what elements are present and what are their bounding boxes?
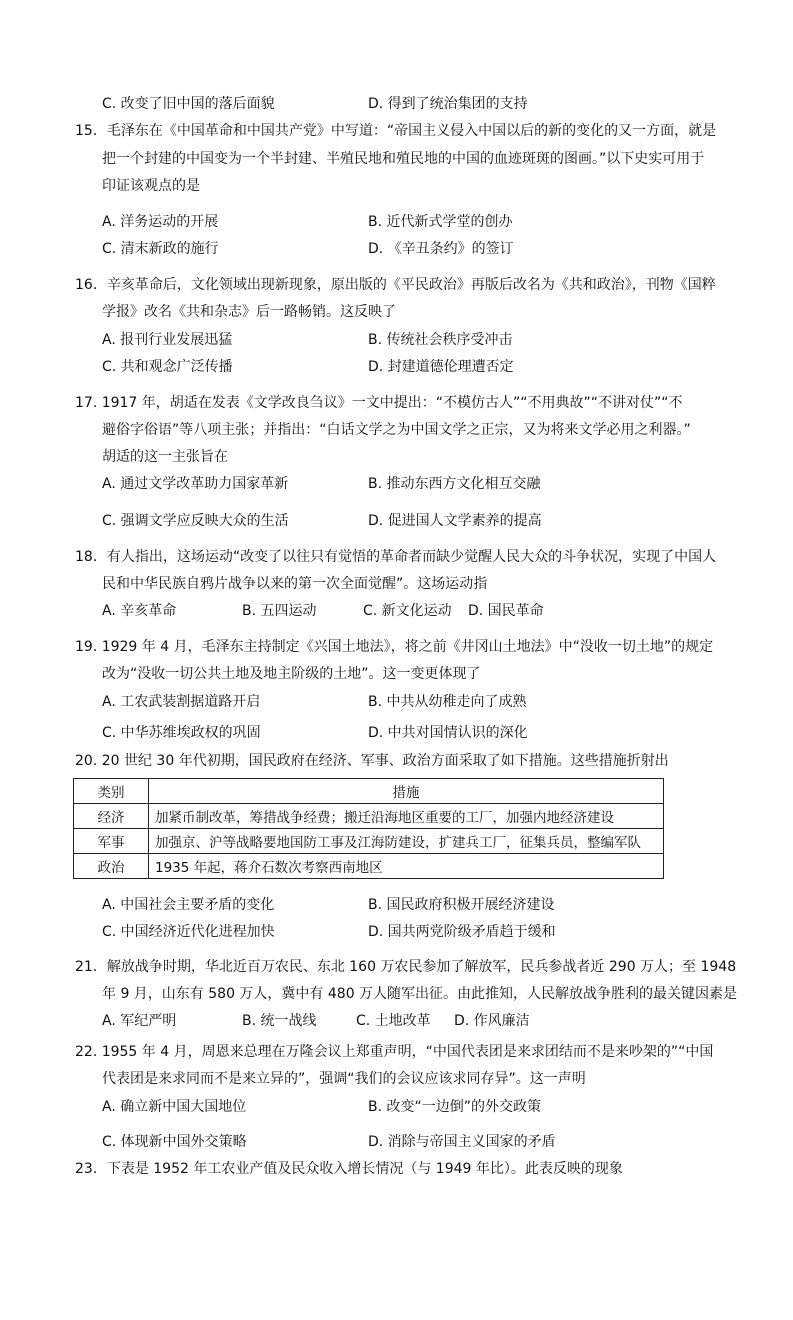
- q21-stem-line-2: 年 9 月，山东有 580 万人，冀中有 480 万人随军出征。由此推知，人民解放战争胜利的最关键因素是: [102, 986, 738, 1002]
- q19-option-b: B. 中共从幼稚走向了成熟: [368, 694, 527, 710]
- q19-option-a: A. 工农武装割据道路开启: [102, 694, 261, 710]
- q23-stem-line-1: 23．下表是 1952 年工农业产值及民众收入增长情况（与 1949 年比）。此表反映的现象: [75, 1161, 623, 1177]
- table-header-measures: 措施: [149, 779, 664, 804]
- q17-stem-line-3: 胡适的这一主张旨在: [102, 449, 228, 465]
- q21-option-d: D. 作风廉洁: [454, 1013, 530, 1029]
- q16-option-b: B. 传统社会秩序受冲击: [368, 332, 513, 348]
- table-cell-category: 军事: [74, 829, 149, 854]
- q16-stem-line-1: 16．辛亥革命后，文化领域出现新现象，原出版的《平民政治》再版后改名为《共和政治》，刊物《国粹: [75, 277, 716, 293]
- q18-option-c: C. 新文化运动: [363, 603, 452, 619]
- table-cell-measures: 1935 年起，蒋介石数次考察西南地区: [149, 854, 664, 879]
- q19-option-c: C. 中华苏维埃政权的巩固: [102, 725, 261, 741]
- q17-option-c: C. 强调文学应反映大众的生活: [102, 513, 289, 529]
- q18-option-d: D. 国民革命: [468, 603, 544, 619]
- q20-option-a: A. 中国社会主要矛盾的变化: [102, 897, 275, 913]
- q16-option-c: C. 共和观念广泛传播: [102, 359, 233, 375]
- q15-option-a: A. 洋务运动的开展: [102, 214, 219, 230]
- q16-stem-line-2: 学报》改名《共和杂志》后一路畅销。这反映了: [102, 304, 396, 320]
- q18-stem-line-1: 18．有人指出，这场运动“改变了以往只有觉悟的革命者而缺少觉醒人民大众的斗争状况，实现了中国人: [75, 549, 717, 565]
- q20-stem-line-1: 20. 20 世纪 30 年代初期，国民政府在经济、军事、政治方面采取了如下措施。这些措施折射出: [75, 753, 669, 769]
- q17-option-d: D. 促进国人文学素养的提高: [368, 513, 542, 529]
- q14-option-c: C. 改变了旧中国的落后面貌: [102, 96, 275, 112]
- q21-stem-line-1: 21．解放战争时期，华北近百万农民、东北 160 万农民参加了解放军，民兵参战者近 290 万人；至 1948: [75, 959, 737, 975]
- q15-stem-line-1: 15．毛泽东在《中国革命和中国共产党》中写道：“帝国主义侵入中国以后的新的变化的又一方面，就是: [75, 123, 717, 139]
- table-cell-measures: 加紧币制改革，筹措战争经费；搬迁沿海地区重要的工厂，加强内地经济建设: [149, 804, 664, 829]
- q15-stem-line-3: 印证该观点的是: [102, 178, 200, 194]
- table-cell-measures: 加强京、沪等战略要地国防工事及江海防建设，扩建兵工厂，征集兵员，整编军队: [149, 829, 664, 854]
- q15-option-c: C. 清末新政的施行: [102, 241, 219, 257]
- q17-option-b: B. 推动东西方文化相互交融: [368, 476, 541, 492]
- q22-stem-line-2: 代表团是来求同而不是来立异的”，强调“我们的会议应该求同存异”。这一声明: [102, 1071, 586, 1087]
- q22-stem-line-1: 22. 1955 年 4 月，周恩来总理在万隆会议上郑重声明，“中国代表团是来求团结而不是来吵架的”“中国: [75, 1044, 714, 1060]
- q19-stem-line-1: 19. 1929 年 4 月，毛泽东主持制定《兴国土地法》，将之前《井冈山土地法》中“没收一切土地”的规定: [75, 639, 714, 655]
- q20-option-b: B. 国民政府积极开展经济建设: [368, 897, 555, 913]
- q16-option-a: A. 报刊行业发展迅猛: [102, 332, 233, 348]
- q19-stem-line-2: 改为“没收一切公共土地及地主阶级的土地”。这一变更体现了: [102, 666, 481, 682]
- q15-option-b: B. 近代新式学堂的创办: [368, 214, 513, 230]
- q18-option-b: B. 五四运动: [242, 603, 317, 619]
- q19-option-d: D. 中共对国情认识的深化: [368, 725, 528, 741]
- q18-stem-line-2: 民和中华民族自鸦片战争以来的第一次全面觉醒”。这场运动指: [102, 576, 488, 592]
- q18-option-a: A. 辛亥革命: [102, 603, 177, 619]
- q20-option-d: D. 国共两党阶级矛盾趋于缓和: [368, 924, 556, 940]
- q17-option-a: A. 通过文学改革助力国家革新: [102, 476, 289, 492]
- q22-option-c: C. 体现新中国外交策略: [102, 1134, 247, 1150]
- q15-option-d: D. 《辛丑条约》的签订: [368, 241, 514, 257]
- q15-stem-line-2: 把一个封建的中国变为一个半封建、半殖民地和殖民地的中国的血迹斑斑的图画。”以下史实可用于: [102, 151, 705, 167]
- q21-option-a: A. 军纪严明: [102, 1013, 177, 1029]
- q16-option-d: D. 封建道德伦理遭否定: [368, 359, 514, 375]
- q20-option-c: C. 中国经济近代化进程加快: [102, 924, 275, 940]
- q14-option-d: D. 得到了统治集团的支持: [368, 96, 528, 112]
- q20-measures-table: [73, 778, 664, 879]
- table-cell-category: 政治: [74, 854, 149, 879]
- table-row: [74, 829, 664, 854]
- table-row: [74, 804, 664, 829]
- q17-stem-line-2: 避俗字俗语”等八项主张；并指出：“白话文学之为中国文学之正宗，又为将来文学必用之利器。”: [102, 422, 691, 438]
- q22-option-d: D. 消除与帝国主义国家的矛盾: [368, 1134, 556, 1150]
- q21-option-b: B. 统一战线: [242, 1013, 317, 1029]
- q21-option-c: C. 土地改革: [356, 1013, 431, 1029]
- table-header-row: [74, 779, 664, 804]
- table-cell-category: 经济: [74, 804, 149, 829]
- q22-option-b: B. 改变“一边倒”的外交政策: [368, 1099, 542, 1115]
- table-row: [74, 854, 664, 879]
- table-header-category: 类别: [74, 779, 149, 804]
- q17-stem-line-1: 17. 1917 年，胡适在发表《文学改良刍议》一文中提出：“不模仿古人”“不用典故”“不讲对仗”“不: [75, 395, 683, 411]
- q22-option-a: A. 确立新中国大国地位: [102, 1099, 247, 1115]
